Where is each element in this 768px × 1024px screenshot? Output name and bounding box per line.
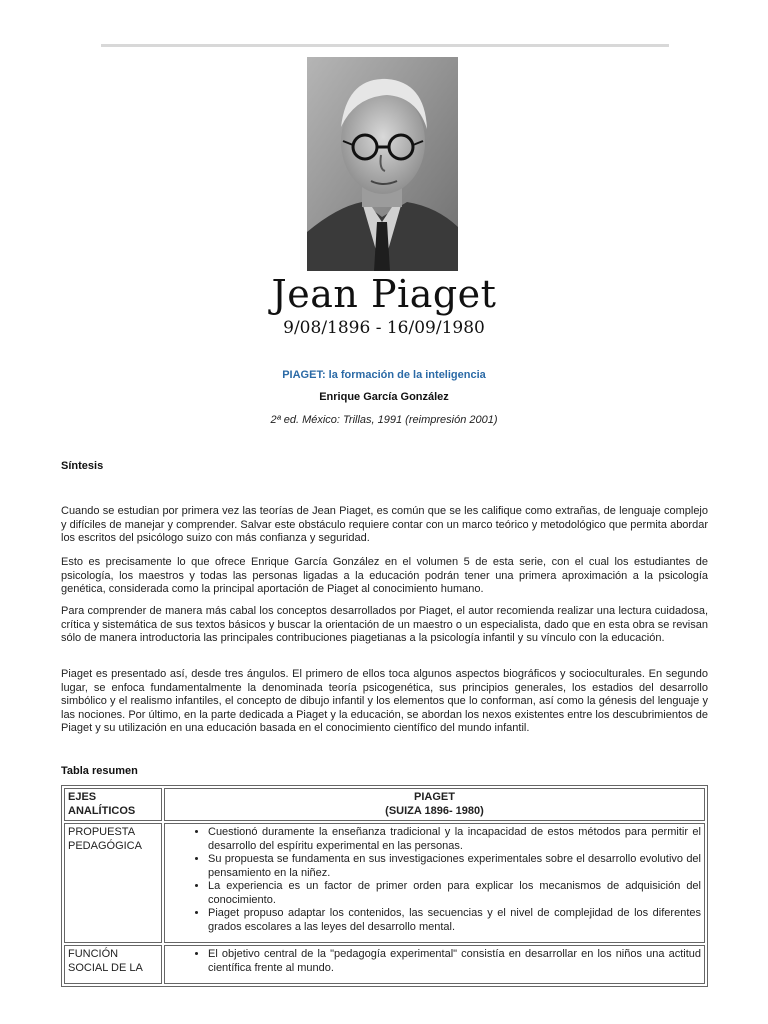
list-item: • La experiencia es un factor de primer orden para explicar los mecanismos de adquisición del conocimiento. bbox=[208, 880, 701, 907]
synthesis-heading: Síntesis bbox=[61, 460, 104, 472]
header-piaget-years: (SUIZA 1896- 1980) bbox=[385, 804, 484, 817]
list-item: • Su propuesta se fundamenta en sus investigaciones experimentales sobre el desarrollo evolutivo del pensamiento en la niñez. bbox=[208, 853, 701, 880]
table-row bbox=[64, 945, 705, 984]
header-piaget-name: PIAGET bbox=[414, 791, 455, 803]
book-edition: 2ª ed. México: Trillas, 1991 (reimpresión 2001) bbox=[270, 414, 498, 426]
header-piaget-cell bbox=[164, 788, 705, 821]
summary-table-heading: Tabla resumen bbox=[61, 765, 138, 777]
row-axis-cell: PROPUESTA PEDAGÓGICA bbox=[64, 823, 162, 943]
book-author: Enrique García González bbox=[319, 391, 449, 403]
synthesis-paragraph: Para comprender de manera más cabal los conceptos desarrollados por Piaget, el autor recomienda realizar una lectura cuidadosa, crítica y sistemática de sus textos básicos y buscar la orientación de un maestro o un especialista, dado que en esta obra se revisan sólo de manera introductoria las principales contribuciones piagetianas a la psicología infantil y su vínculo con la educación. bbox=[61, 605, 708, 644]
top-divider bbox=[101, 44, 669, 47]
table-row bbox=[64, 823, 705, 943]
table-header-row bbox=[64, 788, 705, 821]
page-bottom-margin bbox=[0, 988, 768, 1024]
list-item: • Cuestionó duramente la enseñanza tradicional y la incapacidad de estos métodos para permitir el desarrollo del espíritu experimental en las personas. bbox=[208, 826, 701, 853]
row-content-cell bbox=[164, 823, 705, 943]
summary-table bbox=[61, 785, 708, 987]
synthesis-paragraph: Cuando se estudian por primera vez las teorías de Jean Piaget, es común que se les califique como extrañas, de lenguaje complejo y difíciles de manejar y comprender. Salvar este obstáculo requiere contar con un marco teórico y metodológico que permita abordar los escritos del psicólogo suizo con más confianza y seguridad. bbox=[61, 505, 708, 544]
bullet-list bbox=[168, 826, 701, 934]
book-title-link[interactable]: PIAGET: la formación de la inteligencia bbox=[282, 369, 486, 381]
portrait-dates: 9/08/1896 - 16/09/1980 bbox=[283, 318, 485, 338]
portrait-name: Jean Piaget bbox=[271, 272, 497, 316]
synthesis-paragraph: Piaget es presentado así, desde tres ángulos. El primero de ellos toca algunos aspectos biográficos y socioculturales. En segundo lugar, se enfoca fundamentalmente la denominada teoría psicogenética, sus principios generales, los estadios del desarrollo simbólico y el realismo infantiles, el concepto de dibujo infantil y los elementos que lo conforman, así como la génesis del lenguaje y las nociones. Por último, en la parte dedicada a Piaget y la educación, se abordan los nexos existentes entre los descubrimientos de Piaget y su utilización en una educación basada en el conocimiento científico del mundo infantil. bbox=[61, 668, 708, 734]
row-axis-cell: FUNCIÓN SOCIAL DE LA bbox=[64, 945, 162, 984]
list-item: • Piaget propuso adaptar los contenidos, las secuencias y el nivel de complejidad de los diferentes grados escolares a las leyes del desarrollo mental. bbox=[208, 907, 701, 934]
row-content-cell bbox=[164, 945, 705, 984]
synthesis-paragraph: Esto es precisamente lo que ofrece Enrique García González en el volumen 5 de esta serie, con el cual los estudiantes de psicología, los maestros y todas las personas ligadas a la educación podrán tener una primera aproximación a la psicología genética, considerada como la principal aportación de Piaget al conocimiento humano. bbox=[61, 556, 708, 595]
header-axes-cell: EJES ANALÍTICOS bbox=[64, 788, 162, 821]
list-item: • El objetivo central de la "pedagogía experimental" consistía en desarrollar en los niños una actitud científica frente al mundo. bbox=[208, 948, 701, 975]
bullet-list bbox=[168, 948, 701, 975]
portrait-photo bbox=[307, 57, 458, 271]
